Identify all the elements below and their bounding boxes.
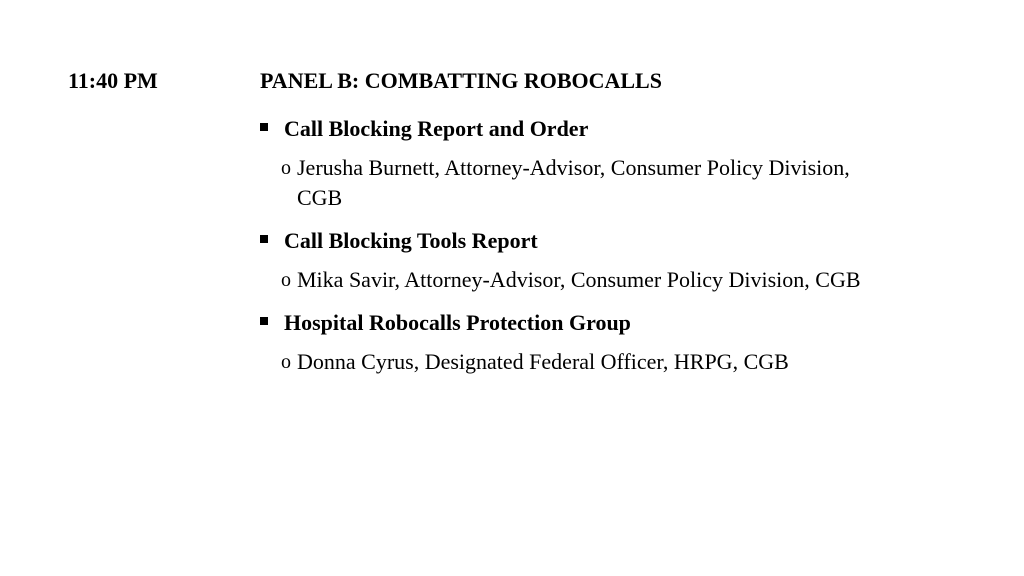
square-bullet-icon bbox=[260, 317, 268, 325]
agenda-item-heading bbox=[260, 309, 940, 337]
agenda-item-title: Hospital Robocalls Protection Group bbox=[284, 310, 631, 335]
speaker-line bbox=[281, 265, 940, 295]
panel-content bbox=[260, 67, 940, 391]
circle-bullet-icon: o bbox=[281, 269, 291, 291]
agenda-item bbox=[260, 115, 940, 213]
agenda-item-title: Call Blocking Tools Report bbox=[284, 228, 538, 253]
agenda-item-title: Call Blocking Report and Order bbox=[284, 116, 589, 141]
session-time: 11:40 PM bbox=[68, 68, 158, 93]
speaker-text: Mika Savir, Attorney-Advisor, Consumer Policy Division, CGB bbox=[297, 267, 861, 292]
agenda-item bbox=[260, 309, 940, 377]
speaker-line bbox=[281, 153, 940, 213]
agenda-item bbox=[260, 227, 940, 295]
agenda-item-heading bbox=[260, 227, 940, 255]
speaker-line bbox=[281, 347, 940, 377]
circle-bullet-icon: o bbox=[281, 351, 291, 373]
speaker-text: Donna Cyrus, Designated Federal Officer, HRPG, CGB bbox=[297, 349, 789, 374]
panel-title: PANEL B: COMBATTING ROBOCALLS bbox=[260, 68, 662, 93]
circle-bullet-icon: o bbox=[281, 157, 291, 179]
agenda-item-heading bbox=[260, 115, 940, 143]
square-bullet-icon bbox=[260, 123, 268, 131]
speaker-text: Jerusha Burnett, Attorney-Advisor, Consumer Policy Division, CGB bbox=[297, 155, 850, 210]
square-bullet-icon bbox=[260, 235, 268, 243]
